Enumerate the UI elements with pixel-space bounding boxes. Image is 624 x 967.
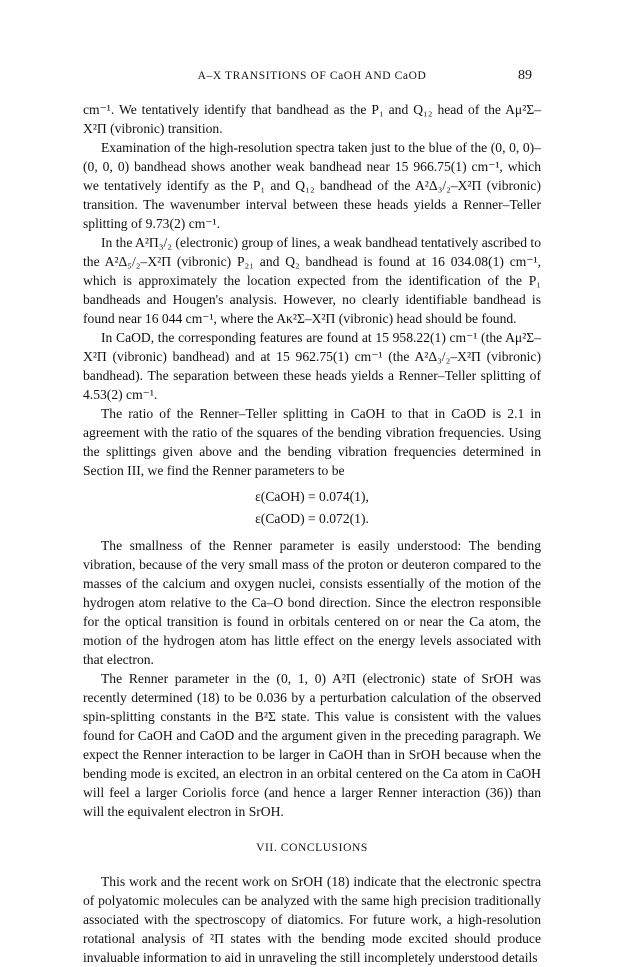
paragraph: The smallness of the Renner parameter is easily understood: The bending vibration, because of the very small mass of the proton or deuteron compared to the masses of the calcium and oxygen nuclei, consists essentially of the motion of the hydrogen atom relative to the Ca–O bond direction. Since the electron responsible for the optical transition is found in orbitals centered on or near the Ca atom, the motion of the hydrogen atom has little effect on the energy levels associated with that electron. (83, 538, 541, 667)
article-body (83, 100, 541, 967)
paragraph: In CaOD, the corresponding features are found at 15 958.22(1) cm⁻¹ (the Aμ²Σ–X²Π (vibronic) bandhead) and at 15 962.75(1) cm⁻¹ (the A²Δ₃/₂–X²Π (vibronic) bandhead). The separation between these heads yields a Renner–Teller splitting of 4.53(2) cm⁻¹. (83, 330, 541, 402)
paragraph: The Renner parameter in the (0, 1, 0) A²Π (electronic) state of SrOH was recently determined (18) to be 0.036 by a perturbation calculation of the observed spin-splitting constants in the B²Σ state. This value is consistent with the values found for CaOH and CaOD and the argument given in the preceding paragraph. We expect the Renner interaction to be larger in CaOH than in SrOH because when the bending mode is excited, an electron in an orbital centered on the Ca atom in CaOH will feel a larger Coriolis force (and hence a larger Renner interaction (36)) than will the equivalent electron in SrOH. (83, 671, 541, 819)
running-head-title: A–X TRANSITIONS OF CaOH AND CaOD (197, 70, 427, 82)
paragraph: The ratio of the Renner–Teller splitting in CaOH to that in CaOD is 2.1 in agreement with the ratio of the squares of the bending vibration frequencies. Using the splittings given above and the bending vibration frequencies determined in Section III, we find the Renner parameters to be (83, 406, 541, 478)
equation-caoh: ε(CaOH) = 0.074(1), (255, 489, 369, 504)
equation-block (83, 486, 541, 530)
running-head (0, 68, 624, 88)
paragraph: In the A²Π₃/₂ (electronic) group of lines, a weak bandhead tentatively ascribed to the A²Δ₅/₂–X²Π (vibronic) P₂₁ and Q₂ bandhead is found at 16 034.08(1) cm⁻¹, which is approximately the location expected from the identification of the P₁ bandheads and Hougen's analysis. However, no clearly identifiable bandhead is found near 16 044 cm⁻¹, where the Aκ²Σ–X²Π (vibronic) head should be found. (83, 235, 541, 326)
page-number: 89 (518, 68, 532, 83)
equation-caod: ε(CaOD) = 0.072(1). (255, 511, 369, 526)
paragraph: This work and the recent work on SrOH (18) indicate that the electronic spectra of polyatomic molecules can be analyzed with the same high precision traditionally associated with the spectroscopy of diatomics. For future work, a high-resolution rotational analysis of ²Π states with the bending mode excited should produce invaluable information to aid in unraveling the still incompletely understood details (83, 874, 541, 965)
section-heading: VII. CONCLUSIONS (256, 842, 368, 854)
paragraph: Examination of the high-resolution spectra taken just to the blue of the (0, 0, 0)–(0, 0, 0) bandhead shows another weak bandhead near 15 966.75(1) cm⁻¹, which we tentatively identify as the P₁ and Q₁₂ bandhead of the A²Δ₃/₂–X²Π (vibronic) transition. The wavenumber interval between these heads yields a Renner–Teller splitting of 9.73(2) cm⁻¹. (83, 140, 541, 231)
paragraph: cm⁻¹. We tentatively identify that bandhead as the P₁ and Q₁₂ head of the Aμ²Σ–X²Π (vibronic) transition. (83, 102, 541, 136)
